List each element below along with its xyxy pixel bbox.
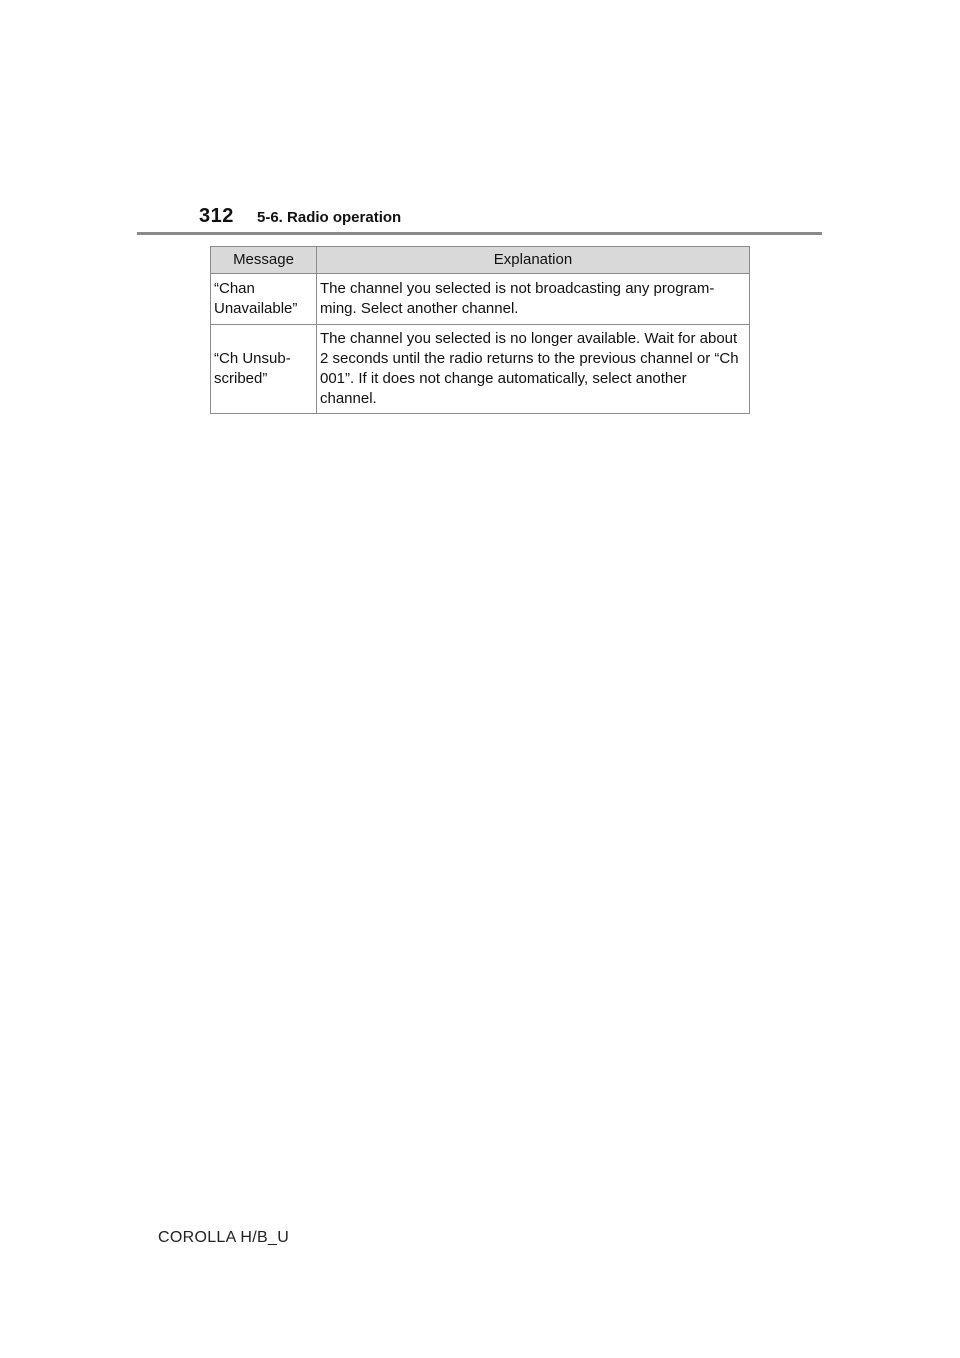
page-number: 312 [199, 205, 234, 227]
table-header-row [211, 247, 750, 274]
column-header-explanation: Explanation [317, 247, 750, 274]
footer-model-code: COROLLA H/B_U [158, 1229, 290, 1246]
table-row [211, 325, 750, 414]
explanation-cell: The channel you selected is no longer available. Wait for about 2 seconds until the radio returns to the previous channel or “Ch 001”. If it does not change automatically, select another channel. [317, 325, 750, 414]
message-table [210, 246, 750, 414]
message-cell: “Ch Unsubscribed” [211, 325, 317, 414]
section-title: 5-6. Radio operation [257, 209, 402, 226]
message-cell: “Chan Unavailable” [211, 274, 317, 325]
header-divider [137, 232, 822, 235]
table-row [211, 274, 750, 325]
column-header-message: Message [211, 247, 317, 274]
explanation-cell: The channel you selected is not broadcasting any programming. Select another channel. [317, 274, 750, 325]
page-header [199, 204, 819, 228]
